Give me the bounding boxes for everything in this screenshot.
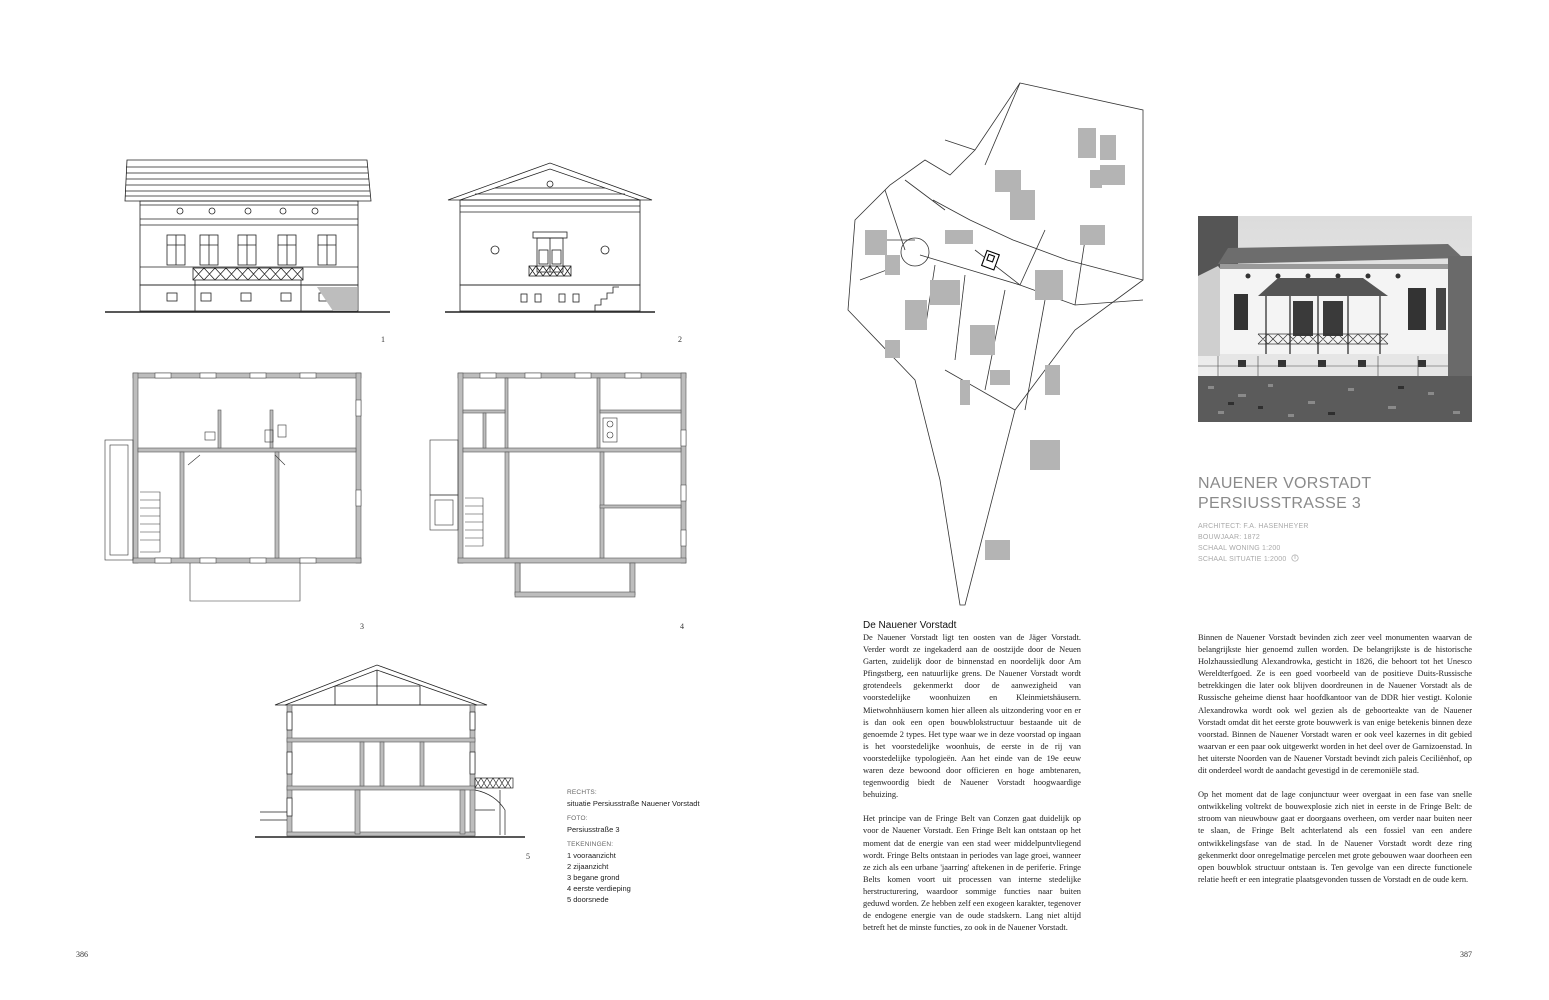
caption-drawing-2: 2 zijaanzicht bbox=[567, 862, 609, 871]
north-arrow-icon bbox=[1291, 554, 1299, 562]
article-column-2 bbox=[1198, 632, 1472, 898]
project-title bbox=[1198, 474, 1371, 514]
house-photo bbox=[1198, 216, 1472, 422]
article-col2-paragraph-1: Binnen de Nauener Vorstadt bevinden zich zeer veel monumenten waarvan de belangrijkste hier genoemd zullen worden. De belangrijkste is de historische Holzhaussiedlung Alexandrowka, gesticht in 1826, die behoort tot het Unesco Wereldterfgoed. Ze is een goed voorbeeld van de positieve Duits-Russische betrekkingen die later ook blijven doordreunen in de Nauener Vorstadt als de Russische geheime dienst haar hoofdkantoor van de DDR hier vestigt. Kolonie Alexandrowka wordt ook wel gezien als de geboorteakte van de Nauener Vorstadt omdat dit het eerste grote bouwwerk is van enige betekenis binnen deze voorstad. Binnen de Nauener Vorstadt waren er ook veel kazernes in dit gebied waarvan er een paar ook uitgewerkt worden in het deel over de Garnizoenstad. In het uiterste Noorden van de Nauener Vorstadt bevindt zich paleis Ceciliënhof, op dit onderdeel wordt de aandacht gevestigd in de ceremoniële stad. bbox=[1198, 633, 1472, 776]
meta-architect: ARCHITECT: F.A. HASENHEYER bbox=[1198, 523, 1309, 530]
article-column-1 bbox=[863, 632, 1081, 946]
figure-number-4: 4 bbox=[680, 622, 684, 631]
article-heading: De Nauener Vorstadt bbox=[863, 620, 957, 631]
page-number-left: 386 bbox=[76, 950, 88, 959]
first-floor-plan bbox=[425, 370, 690, 600]
front-elevation-drawing bbox=[105, 155, 390, 320]
caption-drawing-3: 3 begane grond bbox=[567, 873, 620, 882]
figure-number-1: 1 bbox=[381, 335, 385, 344]
project-title-line-1: NAUENER VORSTADT bbox=[1198, 475, 1372, 492]
page-number-right: 387 bbox=[1460, 950, 1472, 959]
section-drawing bbox=[255, 660, 525, 845]
figure-number-2: 2 bbox=[678, 335, 682, 344]
caption-rechts-label: RECHTS: bbox=[567, 789, 597, 796]
article-col2-paragraph-2: Op het moment dat de lage conjunctuur weer overgaat in een fase van snelle ontwikkeling voltrekt de bouwexplosie zich niet in eerste in de Fringe Belt: de stroom van nieuwbouw gaat er doorgaans overheen, om verder naar buiten neer te slaan, de Fringe Belt achterlatend als een fossiel van een andere ontwikkelingsfase van de stad. In de Nauener Vorstadt wordt deze ring gekenmerkt door onregelmatige percelen met grote gebouwen waar doorheen een open bouwblok structuur ontstaan is. Ten gevolge van een directe functionele relatie heeft er een integratie plaatsgevonden tussen de Vorstadt en de oude kern. bbox=[1198, 790, 1472, 884]
figure-number-5: 5 bbox=[526, 852, 530, 861]
article-col1-paragraph-2: Het principe van de Fringe Belt van Conzen gaat duidelijk op voor de Nauener Vorstadt. Een Fringe Belt kan ontstaan op het moment dat de energie van een stad weer middelpuntvliegend wordt. Fringe Belts ontstaan in periodes van lage groei, wanneer ze zich als een urbane 'jaarring' aftekenen in de periferie. Fringe Belts komen voort uit processen van interne stedelijke herstructurering, waardoor sommige functies naar buiten geduwd worden. Ze hebben zelf een exogeen karakter, tegenover de endogene energie van de oude stadskern. Lang niet altijd betreft het de minste functies, zo ook in de Nauener Vorstadt. bbox=[863, 814, 1081, 933]
project-title-line-2: PERSIUSSTRASSE 3 bbox=[1198, 495, 1362, 512]
caption-tekeningen-label: TEKENINGEN: bbox=[567, 841, 614, 848]
meta-schaal-situatie bbox=[1198, 554, 1309, 565]
caption-drawing-5: 5 doorsnede bbox=[567, 895, 609, 904]
ground-floor-plan bbox=[100, 370, 365, 605]
meta-schaal-situatie-text: SCHAAL SITUATIE 1:2000 bbox=[1198, 556, 1287, 563]
caption-rechts-text: situatie Persiusstraße Nauener Vorstadt bbox=[567, 799, 700, 808]
caption-foto-text: Persiusstraße 3 bbox=[567, 825, 620, 834]
article-col1-paragraph-1: De Nauener Vorstadt ligt ten oosten van de Jäger Vorstadt. Verder wordt ze ingekaderd aan de oostzijde door de Neuen Garten, zuidelijk door de binnenstad en noordelijk door Am Pfingstberg, een natuurlijke grens. De Nauener Vorstadt wordt grotendeels gekenmerkt door de aanwezigheid van voorstedelijke woonhuizen en Kleinmietshäusern. Mietwohnhäusern komen hier alleen als uitzondering voor en er is dan ook een open bouwblokstructuur bestaande uit de genoemde 2 types. Het type waar we in deze voorstad op ingaan is het voorstedelijke woonhuis, de eerste in de rij van voorstedelijke typologieën. Aan het einde van de 19e eeuw waren deze bewoond door officieren en hoge ambtenaren, tegenwoordig biedt de Nauener Vorstadt hoogwaardige behuizing. bbox=[863, 633, 1081, 800]
caption-drawing-1: 1 vooraanzicht bbox=[567, 851, 616, 860]
meta-bouwjaar: BOUWJAAR: 1872 bbox=[1198, 534, 1260, 541]
side-elevation-drawing bbox=[445, 160, 655, 320]
site-plan-map bbox=[845, 80, 1150, 610]
figure-caption bbox=[567, 787, 747, 905]
caption-foto-label: FOTO: bbox=[567, 815, 588, 822]
project-meta bbox=[1198, 521, 1309, 565]
meta-schaal-woning: SCHAAL WONING 1:200 bbox=[1198, 545, 1281, 552]
caption-drawing-4: 4 eerste verdieping bbox=[567, 884, 631, 893]
figure-number-3: 3 bbox=[360, 622, 364, 631]
